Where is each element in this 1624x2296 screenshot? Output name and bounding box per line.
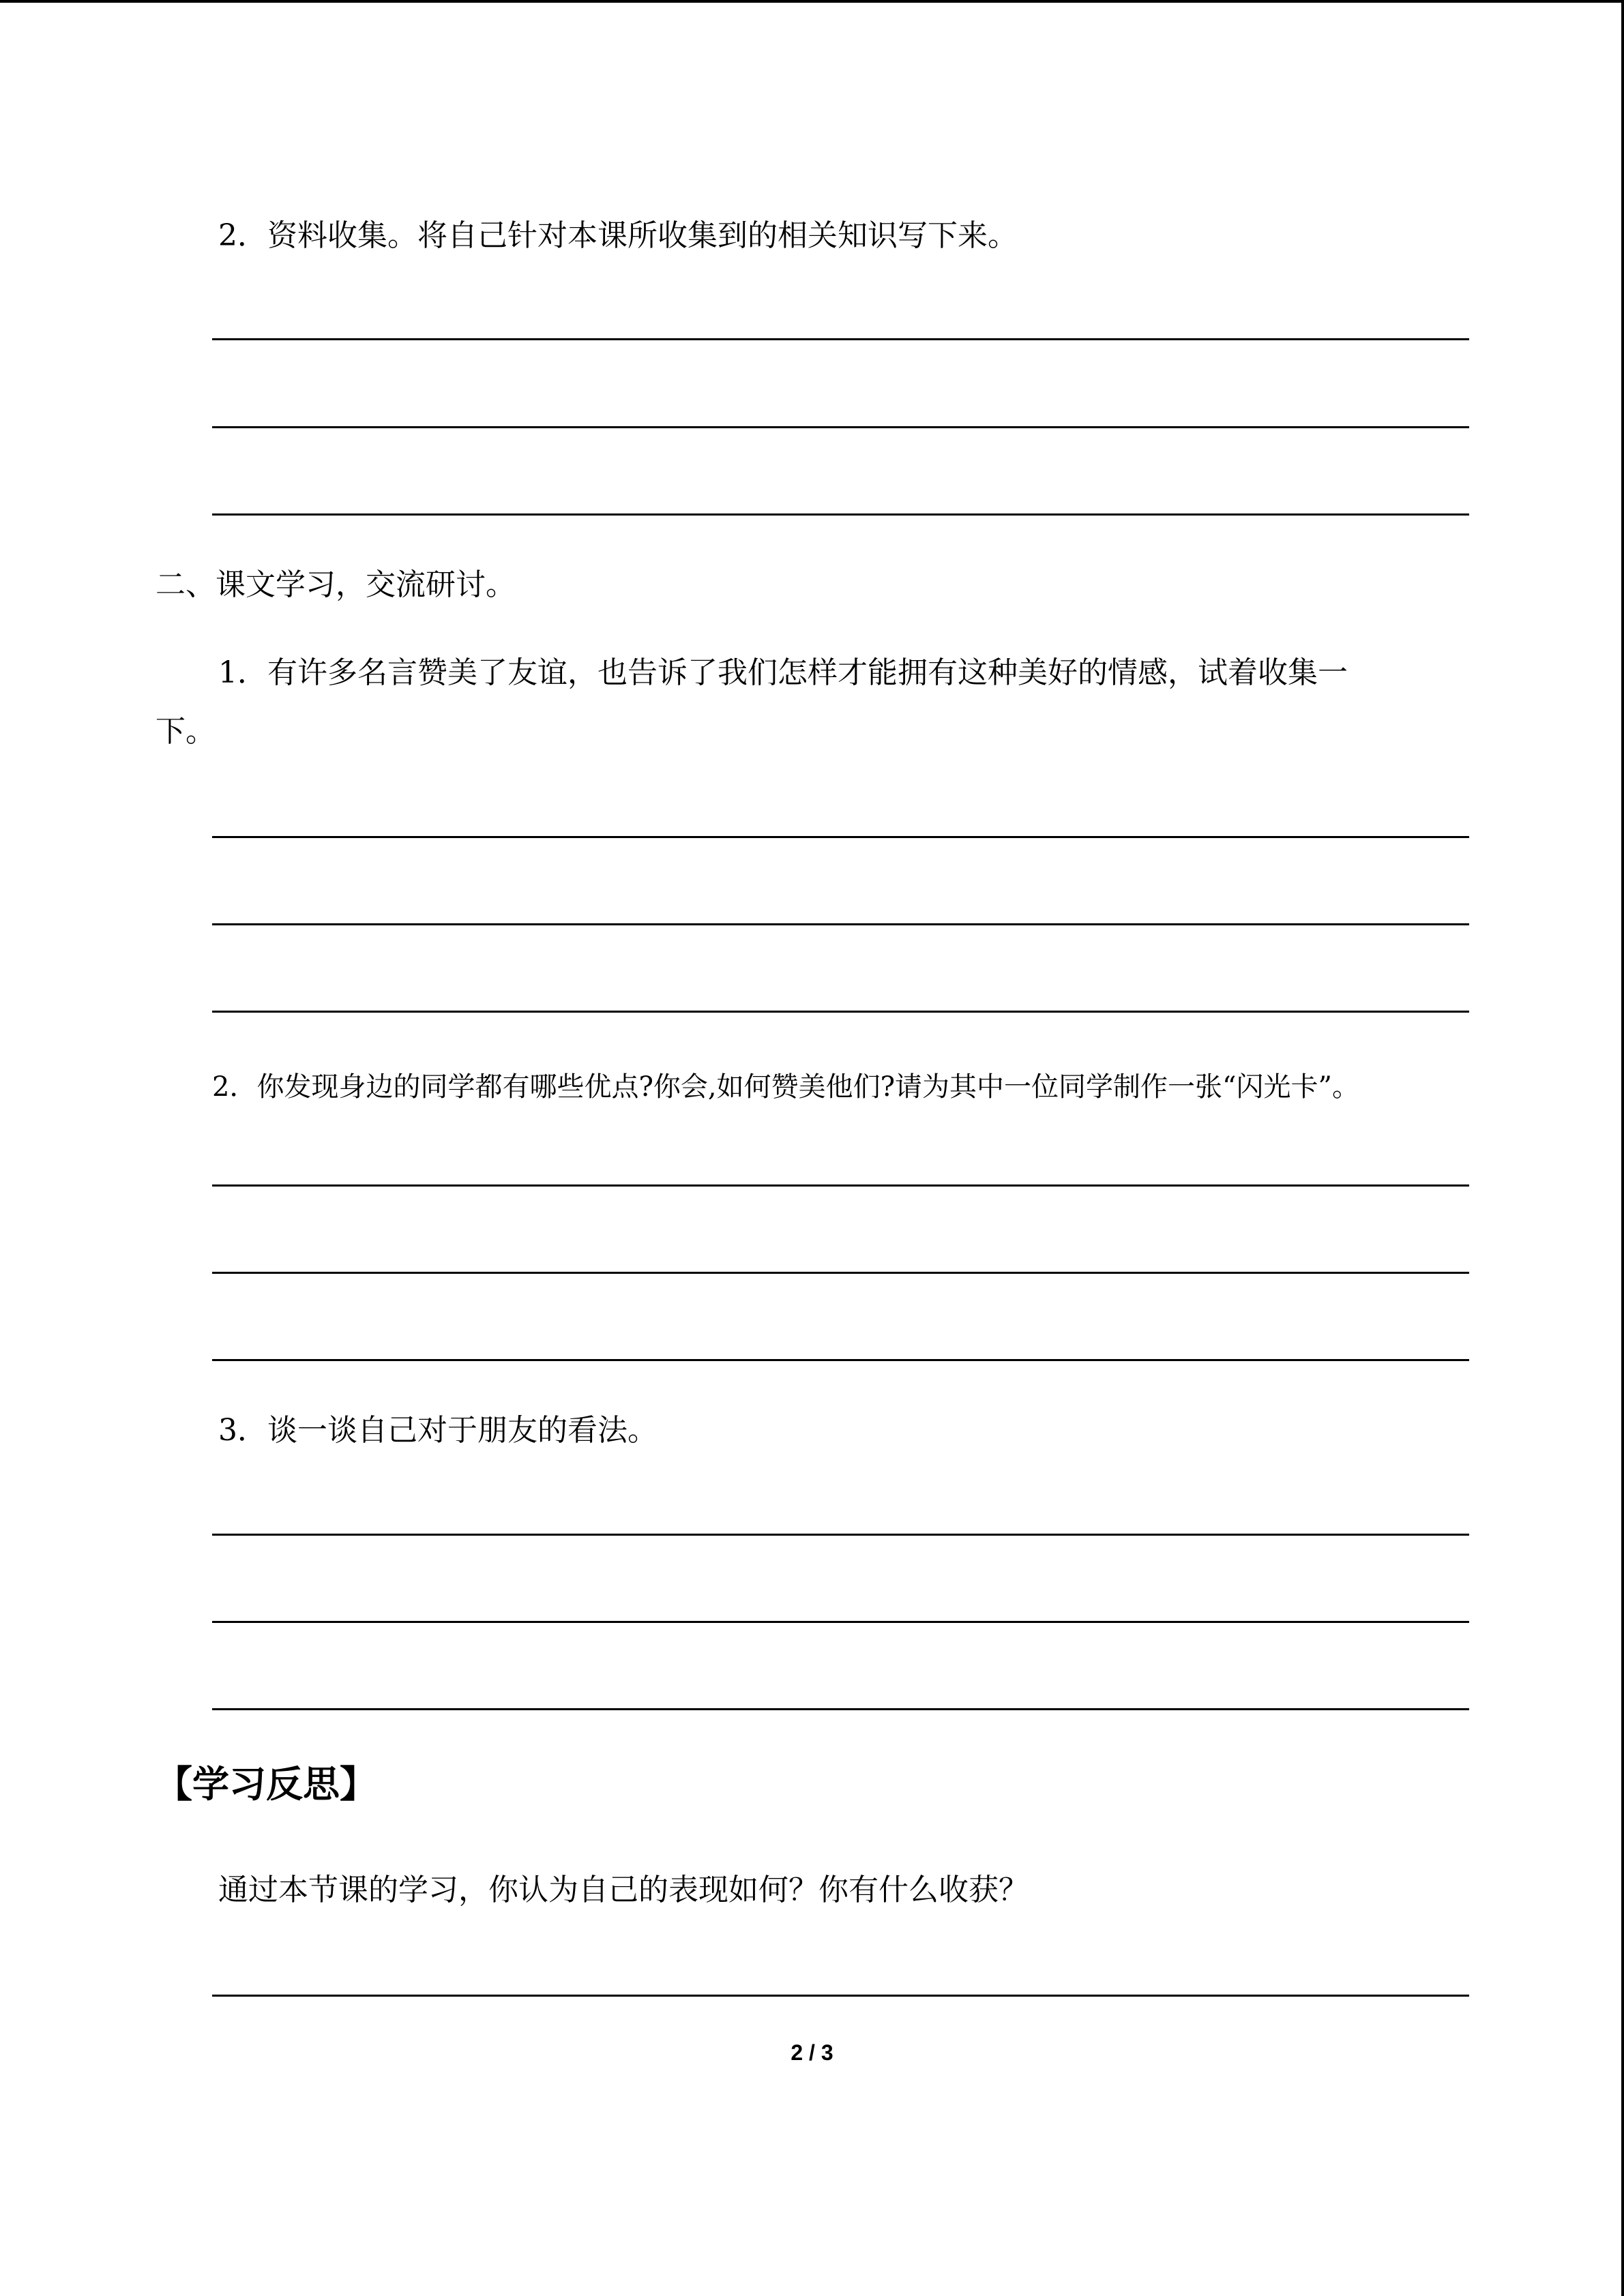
page-right-border xyxy=(1621,0,1624,2296)
reflection-prompt: 通过本节课的学习，你认为自己的表现如何？你有什么收获？ xyxy=(218,1873,1029,1907)
answer-line[interactable] xyxy=(212,1621,1469,1623)
page-number: 2 / 3 xyxy=(791,2040,833,2065)
question-2-text: 2．你发现身边的同学都有哪些优点?你会,如何赞美他们?请为其中一位同学制作一张“闪光卡”。 xyxy=(212,1071,1359,1103)
question-1-line-1: 1．有许多名言赞美了友谊，也告诉了我们怎样才能拥有这种美好的情感，试着收集一 xyxy=(218,655,1348,690)
question-1-line-2: 下。 xyxy=(156,714,216,749)
answer-line[interactable] xyxy=(212,923,1469,925)
item-2-collect-text: 2．资料收集。将自己针对本课所收集到的相关知识写下来。 xyxy=(218,218,1018,253)
section-two-title: 二、课文学习，交流研讨。 xyxy=(156,567,516,602)
answer-line[interactable] xyxy=(212,836,1469,838)
answer-line[interactable] xyxy=(212,1272,1469,1274)
answer-line[interactable] xyxy=(212,1995,1469,1997)
page-top-border xyxy=(0,0,1624,3)
question-3-text: 3．谈一谈自己对于朋友的看法。 xyxy=(218,1413,658,1448)
answer-line[interactable] xyxy=(212,338,1469,340)
answer-line[interactable] xyxy=(212,1534,1469,1536)
reflection-heading: 【学习反思】 xyxy=(156,1763,377,1806)
answer-line[interactable] xyxy=(212,1184,1469,1187)
answer-line[interactable] xyxy=(212,1011,1469,1013)
answer-line[interactable] xyxy=(212,1359,1469,1361)
answer-line[interactable] xyxy=(212,1708,1469,1710)
answer-line[interactable] xyxy=(212,426,1469,428)
answer-line[interactable] xyxy=(212,513,1469,516)
